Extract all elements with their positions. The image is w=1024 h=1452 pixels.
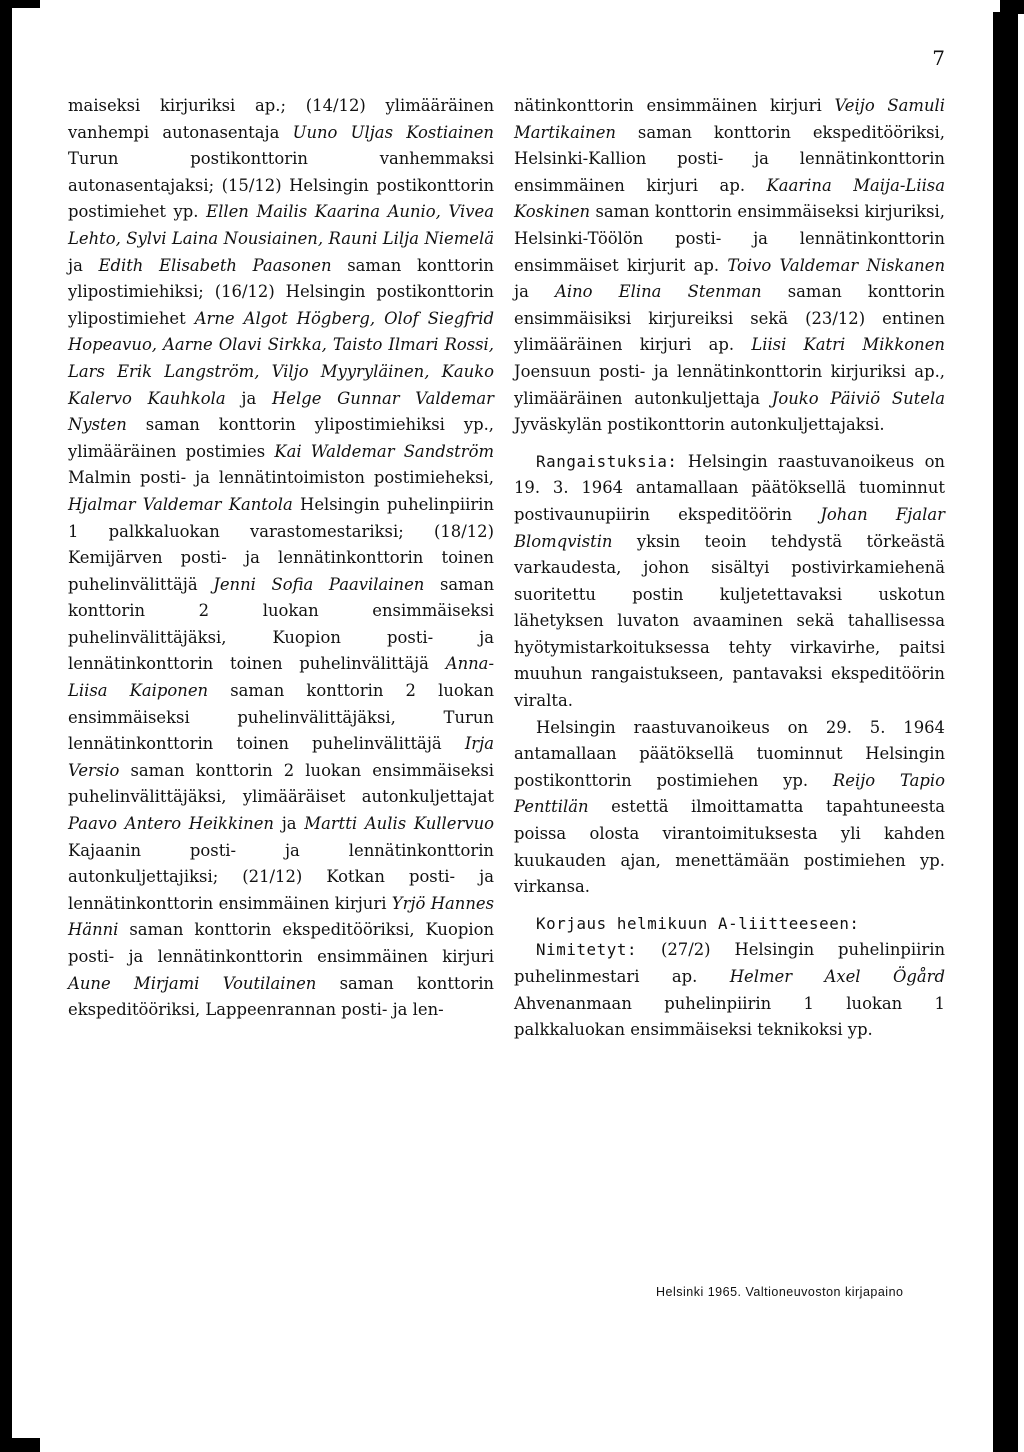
person-name: Irja Versio bbox=[68, 734, 494, 780]
person-name: Helge Gunnar Valdemar Nysten bbox=[68, 388, 494, 435]
person-name: Jenni Sofia Paavilainen bbox=[213, 574, 425, 594]
text-run: Ahvenanmaan puhelinpiirin 1 luokan 1 palkkaluokan ensimmäiseksi teknikoksi yp. bbox=[514, 993, 945, 1040]
person-name: Toivo Valdemar Niskanen bbox=[727, 255, 945, 275]
page-number: 7 bbox=[932, 46, 945, 70]
left-column bbox=[68, 93, 494, 1024]
person-name: Liisi Katri Mikkonen bbox=[751, 335, 945, 355]
scan-border-corner bbox=[0, 1438, 40, 1452]
text-run: saman konttorin ylipostimiehiksi yp., ylimääräinen postimies bbox=[68, 415, 494, 461]
person-name: Johan Fjalar Blomqvistin bbox=[514, 504, 945, 551]
person-name: Edith Elisabeth Paasonen bbox=[98, 255, 332, 275]
text-run: maiseksi kirjuriksi ap.; (14/12) ylimääräinen vanhempi autonasentaja bbox=[68, 96, 494, 142]
person-name: Aune Mirjami Voutilainen bbox=[68, 973, 317, 993]
person-name: Veijo Samuli Martikainen bbox=[514, 96, 945, 142]
text-run: Helsingin raastuvanoikeus on 29. 5. 1964 antamallaan päätöksellä tuominnut Helsingin postikonttorin postimiehen yp. bbox=[514, 717, 945, 790]
text-run: ja bbox=[514, 282, 556, 302]
text-run: saman konttorin ekspeditööriksi, Helsinki-Kallion posti- ja lennätinkonttorin ensimmäinen kirjuri ap. bbox=[514, 122, 945, 195]
text-run: saman konttorin ensimmäisiksi kirjureiksi sekä (23/12) entinen ylimääräinen kirjuri ap. bbox=[514, 282, 945, 355]
text-run: saman konttorin ekspeditööriksi, Lappeenrannan posti- ja len- bbox=[68, 973, 494, 1020]
penalties-paragraph bbox=[514, 449, 945, 715]
person-name: Kai Waldemar Sandström bbox=[274, 441, 494, 461]
text-run: saman konttorin ylipostimiehiksi; (16/12) Helsingin postikonttorin ylipostimiehet bbox=[68, 255, 494, 328]
text-run: saman konttorin 2 luokan ensimmäiseksi puhelinvälittäjäksi, ylimääräiset autonkuljettajat bbox=[68, 760, 494, 807]
scan-border-left bbox=[0, 0, 12, 1452]
person-name: Reijo Tapio Penttilän bbox=[514, 770, 945, 817]
person-name: Arne Algot Högberg, Olof Siegfrid Hopeavuo, Aarne Olavi Sirkka, Taisto Ilmari Rossi, Lars Erik Langström, Viljo Myyryläinen, Kauko Kalervo Kauhkola bbox=[68, 308, 494, 408]
right-column bbox=[514, 93, 945, 1044]
person-name: Anna-Liisa Kaiponen bbox=[68, 654, 494, 701]
person-name: Uuno Uljas Kostiainen bbox=[292, 122, 494, 142]
text-run: (27/2) Helsingin puhelinpiirin puhelinmestari ap. bbox=[514, 940, 945, 986]
correction-heading bbox=[514, 911, 945, 938]
left-paragraph-1 bbox=[68, 93, 494, 1024]
text-run: ja bbox=[273, 814, 305, 834]
text-run: yksin teoin tehdystä törkeästä varkaudesta, johon sisältyi postivirkamiehenä suoritettu postin kuljetettavaksi uskotun lähetyksen luvaton avaaminen sekä tahallisessa hyötymistarkoituksessa tehty virkavirhe, paitsi muuhun rangaistukseen, pantavaksi ekspeditöörin viralta. bbox=[514, 531, 945, 711]
text-run: saman konttorin ekspeditööriksi, Kuopion posti- ja lennätinkonttorin ensimmäinen kirjuri bbox=[68, 920, 494, 966]
court-decision-paragraph bbox=[514, 715, 945, 901]
person-name: Paavo Antero Heikkinen bbox=[68, 814, 274, 834]
text-run: saman konttorin 2 luokan ensimmäiseksi puhelinvälittäjäksi, Kuopion posti- ja lennätinkonttorin toinen puhelinvälittäjä bbox=[68, 574, 495, 674]
text-run: Turun postikonttorin vanhemmaksi autonasentajaksi; (15/12) Helsingin postikonttorin postimiehet yp. bbox=[68, 149, 494, 222]
text-run: saman konttorin ensimmäiseksi kirjuriksi, Helsinki-Töölön posti- ja lennätinkonttorin ensimmäiset kirjurit ap. bbox=[514, 202, 945, 275]
text-run: saman konttorin 2 luokan ensimmäiseksi puhelinvälittäjäksi, Turun lennätinkonttorin toinen puhelinvälittäjä bbox=[68, 681, 495, 754]
text-run: ja bbox=[68, 255, 99, 275]
person-name: Ellen Mailis Kaarina Aunio, Vivea Lehto, Sylvi Laina Nousiainen, Rauni Lilja Niemelä bbox=[68, 202, 495, 248]
text-run: Helsingin raastuvanoikeus on 19. 3. 1964 antamallaan päätöksellä tuominnut postivaunupiirin ekspeditöörin bbox=[514, 451, 945, 524]
person-name: Jouko Päiviö Sutela bbox=[771, 388, 945, 408]
section-label: Rangaistuksia: bbox=[536, 451, 678, 471]
person-name: Hjalmar Valdemar Kantola bbox=[68, 494, 293, 514]
text-run: Joensuun posti- ja lennätinkonttorin kirjuriksi ap., ylimääräinen autonkuljettaja bbox=[514, 361, 945, 408]
text-run: Jyväskylän postikonttorin autonkuljettajaksi. bbox=[514, 415, 885, 435]
text-run: ja bbox=[225, 388, 272, 408]
section-label: Korjaus helmikuun A-liitteeseen: bbox=[536, 913, 860, 933]
person-name: Martti Aulis Kullervuo bbox=[304, 814, 494, 834]
section-label: Nimitetyt: bbox=[536, 940, 638, 960]
person-name: Kaarina Maija-Liisa Koskinen bbox=[514, 175, 945, 222]
person-name: Yrjö Hannes Hänni bbox=[68, 893, 495, 940]
printer-imprint: Helsinki 1965. Valtioneuvoston kirjapaino bbox=[656, 1285, 904, 1299]
scan-border-right-top bbox=[1000, 0, 1024, 14]
appointments-paragraph bbox=[514, 937, 945, 1043]
text-run: Kajaanin posti- ja lennätinkonttorin autonkuljettajiksi; (21/12) Kotkan posti- ja lennätinkonttorin ensimmäinen kirjuri bbox=[68, 840, 494, 913]
text-run: nätinkonttorin ensimmäinen kirjuri bbox=[514, 96, 835, 115]
person-name: Helmer Axel Ögård bbox=[729, 967, 945, 986]
scan-border-right bbox=[993, 12, 1018, 1452]
text-run: Helsingin puhelinpiirin 1 palkkaluokan varastomestariksi; (18/12) Kemijärven posti- ja lennätinkonttorin toinen puhelinvälittäjä bbox=[68, 494, 494, 594]
person-name: Aino Elina Stenman bbox=[555, 282, 762, 302]
scan-border-top bbox=[0, 0, 40, 8]
text-run: Malmin posti- ja lennätintoimiston postimieheksi, bbox=[68, 468, 494, 488]
right-paragraph-1 bbox=[514, 93, 945, 439]
text-run: estettä ilmoittamatta tapahtuneesta poissa olosta virantoimituksesta yli kahden kuukauden ajan, menettämään postimiehen yp. virkansa. bbox=[514, 797, 945, 897]
